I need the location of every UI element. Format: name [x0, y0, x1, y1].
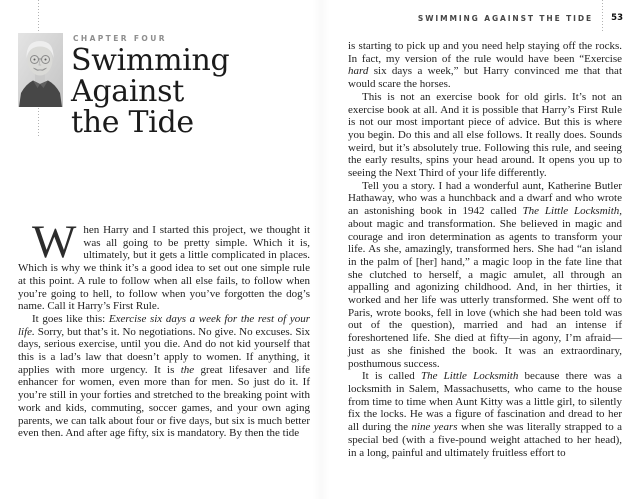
header-dotted-rule: [602, 0, 603, 32]
italic-text-run: The Little Locksmith,: [522, 205, 623, 218]
drop-cap: W: [32, 216, 77, 268]
left-page-body: [18, 216, 310, 440]
text-run: Tell you a story. I had a wonderful aunt, Katherine Butler Hathaway, who was a hunchback and a dwarf and who wrote an astonishing book in 1942 called: [348, 179, 622, 218]
italic-text-run: nine years: [411, 421, 458, 434]
text-run: because there was a locksmith in Salem, Massachusetts, who came to the house from time to time when Aunt Kitty was a little girl, to silently fix the locks. He was a figure of fascination and dread to her all during the: [348, 370, 622, 434]
page-gutter-shade: [312, 0, 330, 499]
italic-text-run: the: [180, 363, 195, 376]
text-run: hen Harry and I started this project, we thought it was all going to be pretty simple. Which it is, ultimately, but it gets a little complicated in places. Which is why we think it’s a good idea to set out one simple rule at this point. A rule to follow when all else fails, to follow when you’re going to hell, to follow when you’ve forgotten the dog’s name. Call it Harry’s First Rule.: [18, 224, 310, 313]
title-line-1: Swimming: [71, 43, 230, 78]
text-run: about magic and transformation. She believed in magic and courage and iron determination as agents to transform your life. As she, amazingly, transformed hers. She had “an island in the palm of [her] hand,” a magic loop in the fate line that she clutched to herself, a magic amulet, all through an appalling and agonizing childhood. And, in her thirties, it worked and her life was utterly transformed. She went off to Paris, wrote books, fell in love (which she had been told was out of the question), married and had an intense if foreshortened life. She died at fifty—in agony, I’m afraid—just as she finished the book. It was an extraordinary, posthumous success.: [348, 217, 622, 370]
author-photo: [18, 33, 63, 107]
author-portrait-illustration: [18, 33, 63, 107]
italic-text-run: hard: [348, 65, 369, 78]
body-paragraph: [18, 216, 310, 313]
page-number: 53: [611, 13, 623, 23]
text-run: It goes like this:: [32, 312, 109, 325]
italic-text-run: The Little Locksmith: [420, 370, 519, 383]
title-line-3: the Tide: [71, 105, 194, 140]
body-paragraph: [18, 313, 310, 440]
body-paragraph: [348, 180, 622, 371]
right-page-body: [348, 40, 622, 459]
text-run: It is called: [362, 370, 421, 383]
text-run: when she was literally strapped to a special bed (with a five-pound weight attached to her head), in a long, painful and ultimately fruitless effort to: [348, 421, 623, 459]
text-run: six days a week,” but Harry convinced me that that would scare the horses.: [348, 65, 622, 91]
title-line-2: Against: [71, 74, 185, 109]
text-run: great lifesaver and life enhancer for women, even more than for men. So just do it. If you’re still in your forties and stretched to the breaking point with work and kids, commuting, soccer games, and your own aging parents, we can talk about four or five days, but six is much better even then. And after age fifty, six is mandatory. By then the tide: [18, 363, 310, 440]
chapter-label: CHAPTER FOUR: [73, 34, 167, 43]
chapter-title: [71, 45, 229, 138]
body-paragraph: [348, 91, 622, 180]
italic-text-run: Exercise six days a week for the rest of your life.: [18, 312, 310, 338]
body-paragraph: [348, 40, 622, 91]
text-run: This is not an exercise book for old girls. It’s not an exercise book at all. And it is possible that Harry’s First Rule is not our most important piece of advice. But this is where you begin. Do this and all else follows. It really does. Sounds weird, but it’s absolutely true. Following this rule, and seeing the early results, spins your head around. It opens you up to seeing the Next Third of your life differently.: [348, 90, 622, 180]
text-run: is starting to pick up and you need help staying off the rocks. In fact, my version of the rule would have been “Exercise: [348, 40, 622, 65]
text-run: Sorry, but that’s it. No negotiations. No give. No excuses. Six days, serious exercise, until you die. And do not kid yourself that this is a lad’s law that doesn’t apply to women. If anything, it applies with more urgency. It is: [18, 325, 310, 376]
running-header: SWIMMING AGAINST THE TIDE: [417, 14, 593, 23]
body-paragraph: [348, 370, 622, 459]
